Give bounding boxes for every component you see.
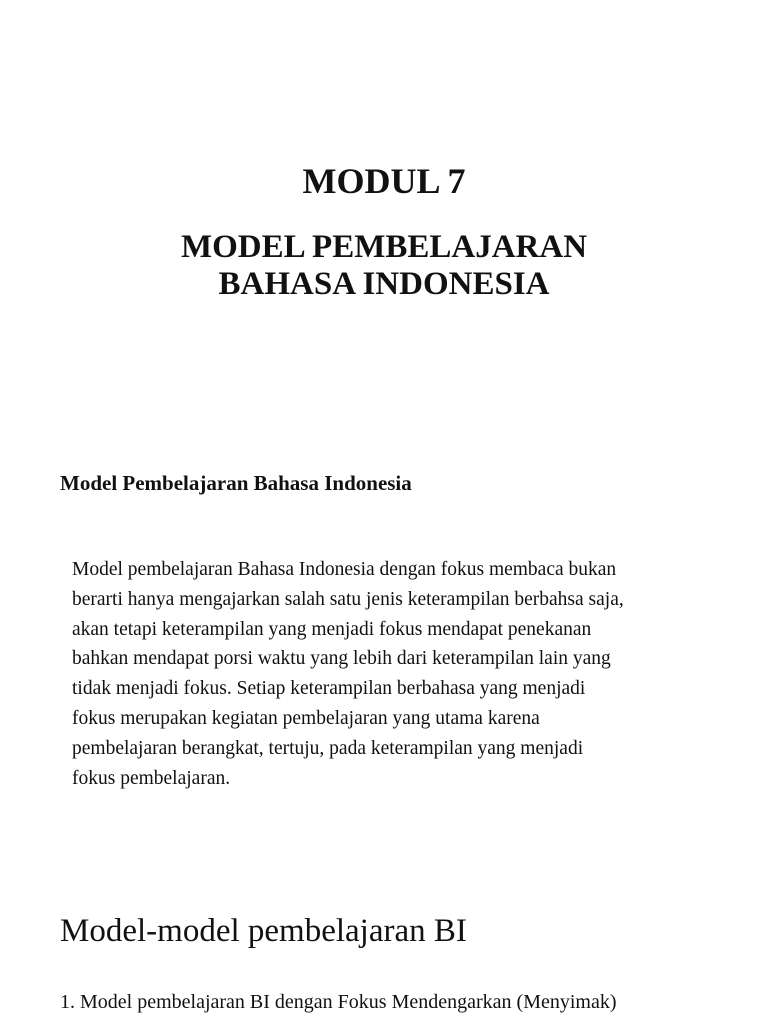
main-title <box>0 229 768 303</box>
body-paragraph <box>72 555 722 793</box>
paragraph-line: fokus pembelajaran. <box>72 767 231 789</box>
paragraph-line: tidak menjadi fokus. Setiap keterampilan berbahasa yang menjadi <box>72 678 586 700</box>
paragraph-line: Model pembelajaran Bahasa Indonesia dengan fokus membaca bukan <box>72 559 617 580</box>
paragraph-line: bahkan mendapat porsi waktu yang lebih dari keterampilan lain yang <box>72 648 611 670</box>
paragraph-line: berarti hanya mengajarkan salah satu jenis keterampilan berbahsa saja, <box>72 588 624 610</box>
paragraph-line: fokus merupakan kegiatan pembelajaran yang utama karena <box>72 707 540 729</box>
main-title-line: BAHASA INDONESIA <box>218 266 550 302</box>
main-title-line: MODEL PEMBELAJARAN <box>180 229 588 265</box>
paragraph-line: pembelajaran berangkat, tertuju, pada keterampilan yang menjadi <box>72 737 584 759</box>
paragraph-line: akan tetapi keterampilan yang menjadi fokus mendapat penekanan <box>72 618 592 640</box>
module-title: MODUL 7 <box>302 161 466 201</box>
sub-heading: Model-model pembelajaran BI <box>60 913 467 949</box>
section-heading: Model Pembelajaran Bahasa Indonesia <box>60 471 412 495</box>
list-item: 1. Model pembelajaran BI dengan Fokus Mendengarkan (Menyimak) <box>60 991 617 1013</box>
